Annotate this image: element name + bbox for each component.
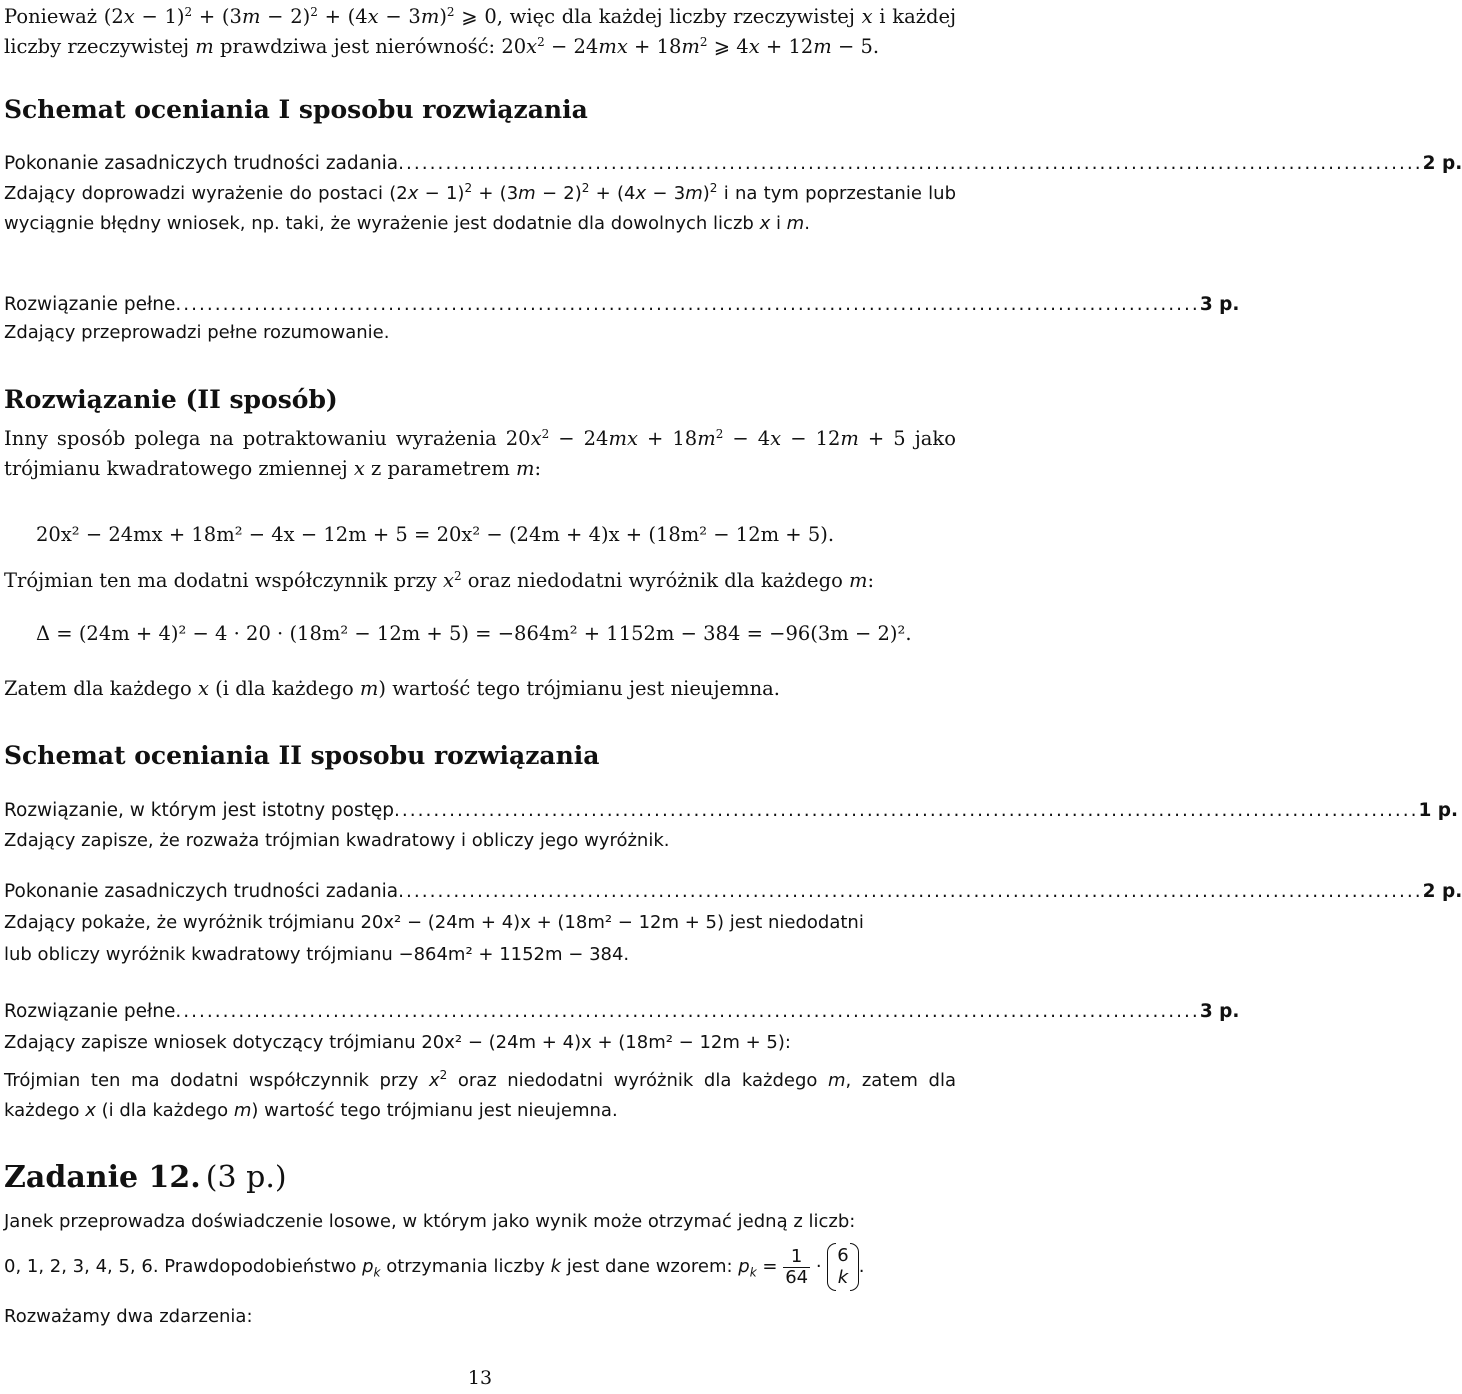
task-paragraph: Janek przeprowadza doświadczenie losowe, w którym jako wynik może otrzymać jedną z liczb: <box>4 1211 856 1232</box>
criterion-points: 3 p. <box>1199 294 1240 315</box>
criterion-description: Trójmian ten ma dodatni współczynnik przy $x^2$ oraz niedodatni wyróżnik dla każdego m, zatem dla każdego x (i dla każdego m) wartość tego trójmianu jest nieujemna. <box>4 1068 956 1121</box>
criterion-description: Zdający pokaże, że wyróżnik trójmianu 20x² − (24m + 4)x + (18m² − 12m + 5) jest niedodatni <box>4 912 864 933</box>
leader-dots: .................................................................................................................................. <box>394 800 1419 821</box>
criterion-description: Zdający przeprowadzi pełne rozumowanie. <box>4 322 390 343</box>
leader-dots: .................................................................................................................................. <box>175 294 1200 315</box>
equation: Δ = (24m + 4)² − 4 · 20 · (18m² − 12m + 5) = −864m² + 1152m − 384 = −96(3m − 2)². <box>36 622 912 645</box>
criterion-row <box>4 149 1462 179</box>
solution-paragraph: Zatem dla każdego x (i dla każdego m) wartość tego trójmianu jest nieujemna. <box>4 677 780 700</box>
criterion-label: Rozwiązanie pełne <box>4 1001 176 1022</box>
fraction: $\frac{1}{64}$ <box>785 1245 809 1288</box>
criterion-row <box>4 877 1462 907</box>
criterion-label: Rozwiązanie pełne <box>4 294 176 315</box>
leader-dots: .................................................................................................................................. <box>398 881 1423 902</box>
criterion-description: lub obliczy wyróżnik kwadratowy trójmianu −864m² + 1152m − 384. <box>4 944 630 965</box>
criterion-description: Zdający zapisze, że rozważa trójmian kwadratowy i obliczy jego wyróżnik. <box>4 830 670 851</box>
criterion-description: Zdający doprowadzi wyrażenie do postaci $(2x - 1)^2 + (3m - 2)^2 + (4x - 3m)^2$ i na tym poprzestanie lub wyciągnie błędny wniosek, np. taki, że wyrażenie jest dodatnie dla dowolnych liczb x i m. <box>4 181 956 234</box>
criterion-points: 2 p. <box>1422 153 1462 174</box>
task-points: (3 p.) <box>205 1160 287 1195</box>
criterion-row <box>4 997 1240 1027</box>
criterion-points: 3 p. <box>1199 1001 1240 1022</box>
equation: 20x² − 24mx + 18m² − 4x − 12m + 5 = 20x² − (24m + 4)x + (18m² − 12m + 5). <box>36 523 835 546</box>
leader-dots: .................................................................................................................................. <box>398 153 1423 174</box>
task-title: Zadanie 12. <box>4 1160 201 1195</box>
task-paragraph: Rozważamy dwa zdarzenia: <box>4 1306 253 1327</box>
criterion-points: 2 p. <box>1422 881 1462 902</box>
solution-paragraph: Inny sposób polega na potraktowaniu wyrażenia $20x^2 - 24mx + 18m^2 - 4x - 12m + 5$ jako trójmianu kwadratowego zmiennej x z parametrem m: <box>4 427 956 480</box>
solution-paragraph: Trójmian ten ma dodatni współczynnik przy $x^2$ oraz niedodatni wyróżnik dla każdego m: <box>4 569 875 592</box>
section-title-scheme-2: Schemat oceniania II sposobu rozwiązania <box>4 741 600 770</box>
leader-dots: .................................................................................................................................. <box>175 1001 1200 1022</box>
criterion-label: Rozwiązanie, w którym jest istotny postęp <box>4 800 394 821</box>
criterion-label: Pokonanie zasadniczych trudności zadania <box>4 881 399 902</box>
task-paragraph: 0, 1, 2, 3, 4, 5, 6. Prawdopodobieństwo $p_k$ otrzymania liczby k jest dane wzorem: $p_k$ = $\frac{1}{64}$ · 6 k . <box>4 1245 865 1288</box>
binomial-coefficient: 6 k <box>827 1245 858 1289</box>
criterion-row <box>4 796 1459 826</box>
page-number: 13 <box>467 1367 493 1389</box>
criterion-label: Pokonanie zasadniczych trudności zadania <box>4 153 399 174</box>
section-title-scheme-1: Schemat oceniania I sposobu rozwiązania <box>4 95 588 124</box>
solution-title: Rozwiązanie (II sposób) <box>4 385 338 414</box>
task-header <box>4 1158 287 1198</box>
criterion-description: Zdający zapisze wniosek dotyczący trójmianu 20x² − (24m + 4)x + (18m² − 12m + 5): <box>4 1032 791 1053</box>
intro-paragraph: Ponieważ $(2x - 1)^2 + (3m - 2)^2 + (4x - 3m)^2$ ⩾ 0, więc dla każdej liczby rzeczywistej x i każdej liczby rzeczywistej m prawdziwa jest nierówność: $20x^2 - 24mx + 18m^2$ ⩾ 4x + 12m − 5. <box>4 5 957 58</box>
criterion-row <box>4 290 1240 320</box>
criterion-points: 1 p. <box>1418 800 1459 821</box>
